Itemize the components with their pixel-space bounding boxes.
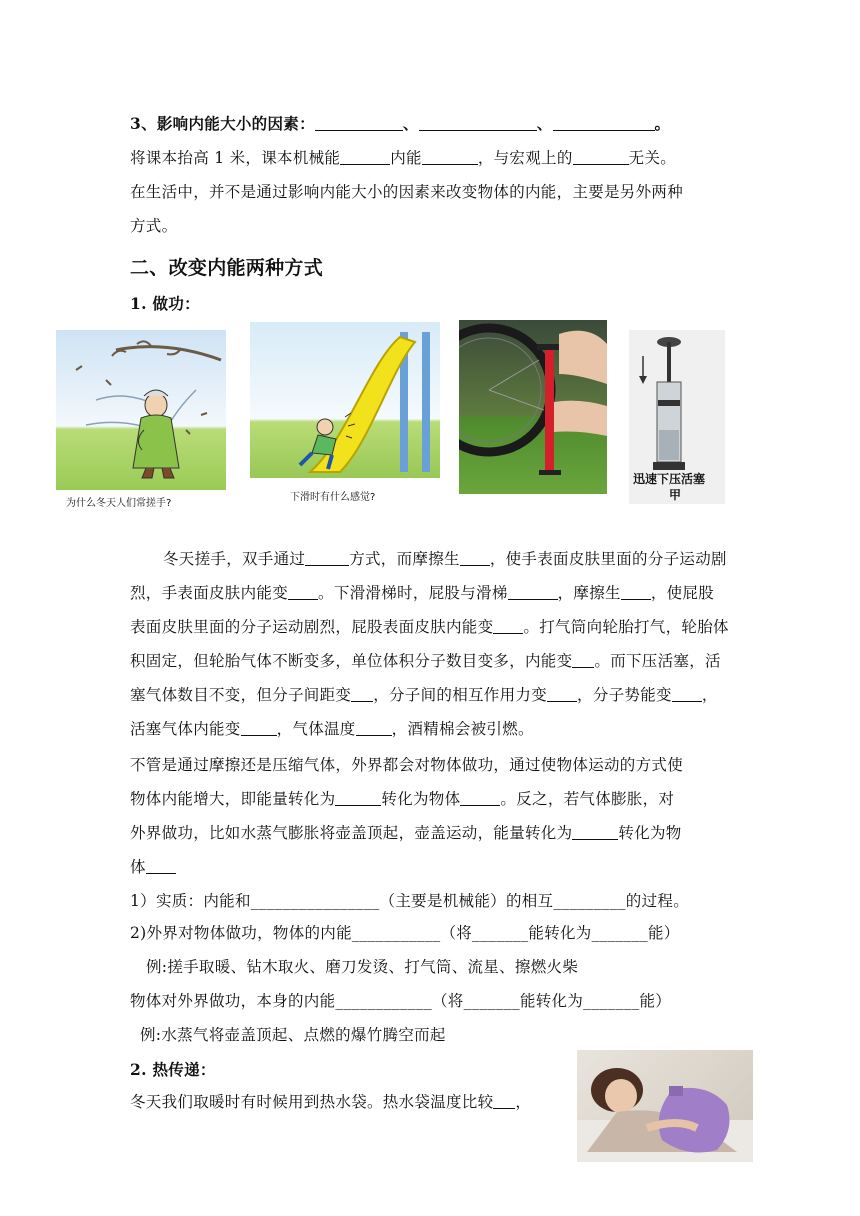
text: ， [701,686,718,704]
text: ，气体温度 [276,720,356,738]
text: 。打气筒向轮胎打气，轮胎体 [523,618,729,636]
answer-blank [419,115,537,132]
answer-blank [460,550,490,567]
answer-blank [621,584,651,601]
section3-line3: 在生活中，并不是通过影响内能大小的因素来改变物体的内能，主要是另外两种 [130,183,684,201]
answer-blank [573,149,629,166]
separator: 、 [536,114,553,133]
piston-caption: 迅速下压活塞 [633,472,706,486]
summary-essence: 1）实质：内能和________________（主要是机械能）的相互_________的过程。 [130,892,690,910]
section-heading: 二、改变内能两种方式 [130,257,324,279]
answer-blank [288,584,318,601]
text: ，分子势能变 [577,686,672,704]
answer-blank [493,1093,515,1110]
text: ，酒精棉会被引燃。 [391,720,534,738]
text: 活塞气体内能变 [130,720,241,738]
figure2-caption: 下滑时有什么感觉? [290,492,376,503]
subheading-work: 1. 做功： [130,294,200,313]
answer-blank [572,824,618,841]
subheading-heat-transfer: 2. 热传递： [130,1060,216,1079]
text: 表面皮肤里面的分子运动剧烈，屁股表面皮肤内能变 [130,618,494,636]
text: ，使屁股 [650,584,715,602]
para1-line4 [130,649,721,671]
answer-blank [422,149,478,166]
text: 冬天我们取暖时有时候用到热水袋。热水袋温度比较 [130,1093,494,1111]
heat-line1 [130,1090,531,1112]
answer-blank [672,686,702,703]
answer-blank [356,720,392,737]
text: 方式，而摩擦生 [349,550,460,568]
text: ，分子间的相互作用力变 [373,686,548,704]
text: 内能 [390,149,422,167]
text: 转化为物体 [381,790,461,808]
text: ，与宏观上的 [477,149,573,167]
answer-blank [508,584,558,601]
section3-line2 [130,146,676,168]
figure-slide [250,322,440,478]
period: 。 [654,114,671,133]
section3-title: 3、影响内能大小的因素： [130,114,315,133]
answer-blank [553,115,655,132]
summary-example1: 例:搓手取暖、钻木取火、磨刀发烫、打气筒、流星、擦燃火柴 [146,958,579,976]
para1-line5 [130,683,718,705]
piston-caption-label: 甲 [669,488,682,502]
answer-blank [460,790,500,807]
text: 。下滑滑梯时，屁股与滑梯 [318,584,508,602]
slide-illustration [250,322,440,478]
section3-line4: 方式。 [130,217,178,235]
para1-line1 [163,547,727,569]
para1-line6 [130,717,534,739]
answer-blank [335,790,381,807]
answer-blank [351,686,373,703]
text: 。反之，若气体膨胀，对 [500,790,675,808]
text: 积固定，但轮胎气体不断变多，单位体积分子数目变多，内能变 [130,652,573,670]
summary-work-on-object: 2)外界对物体做功，物体的内能___________（将_______能转化为_______能） [130,924,680,942]
text: 物体内能增大，即能量转化为 [130,790,336,808]
figure1-caption: 为什么冬天人们常搓手? [66,498,172,509]
para2-line3 [130,821,682,843]
summary-object-does-work: 物体对外界做功，本身的内能____________（将_______能转化为_______能） [130,992,672,1010]
answer-blank [305,550,349,567]
para2-line2 [130,787,674,809]
bike-pump-photo [459,320,607,494]
text: 将课本抬高 1 米，课本机械能 [130,149,341,167]
para1-line2 [130,581,714,603]
text: 。而下压活塞，活 [594,652,721,670]
figure-bike-pump [459,320,607,494]
rubbing-hands-illustration [56,330,226,490]
figure-piston [629,330,725,504]
text: 体 [130,858,146,876]
text: ，摩擦生 [557,584,621,602]
para1-line3 [130,615,729,637]
para2-line4 [130,855,176,877]
figure-rubbing-hands [56,330,226,490]
text: ， [515,1093,532,1111]
text: 转化为物 [618,824,682,842]
section3-line1 [130,112,670,134]
answer-blank [493,618,523,635]
answer-blank [572,652,594,669]
text: 塞气体数目不变，但分子间距变 [130,686,352,704]
text: ，使手表面皮肤里面的分子运动剧 [489,550,727,568]
figure-hot-water-bottle [577,1050,753,1162]
answer-blank [146,858,176,875]
text: 无关。 [628,149,677,167]
answer-blank [241,720,277,737]
text: 烈，手表面皮肤内能变 [130,584,289,602]
text: 外界做功，比如水蒸气膨胀将壶盖顶起，壶盖运动，能量转化为 [130,824,573,842]
para2-line1: 不管是通过摩擦还是压缩气体，外界都会对物体做功，通过使物体运动的方式使 [130,756,684,774]
answer-blank [340,149,390,166]
answer-blank [315,115,403,132]
separator: 、 [402,114,419,133]
summary-example2: 例:水蒸气将壶盖顶起、点燃的爆竹腾空而起 [140,1026,446,1044]
answer-blank [547,686,577,703]
text: 冬天搓手，双手通过 [163,550,306,568]
hot-water-bottle-photo [577,1050,753,1162]
